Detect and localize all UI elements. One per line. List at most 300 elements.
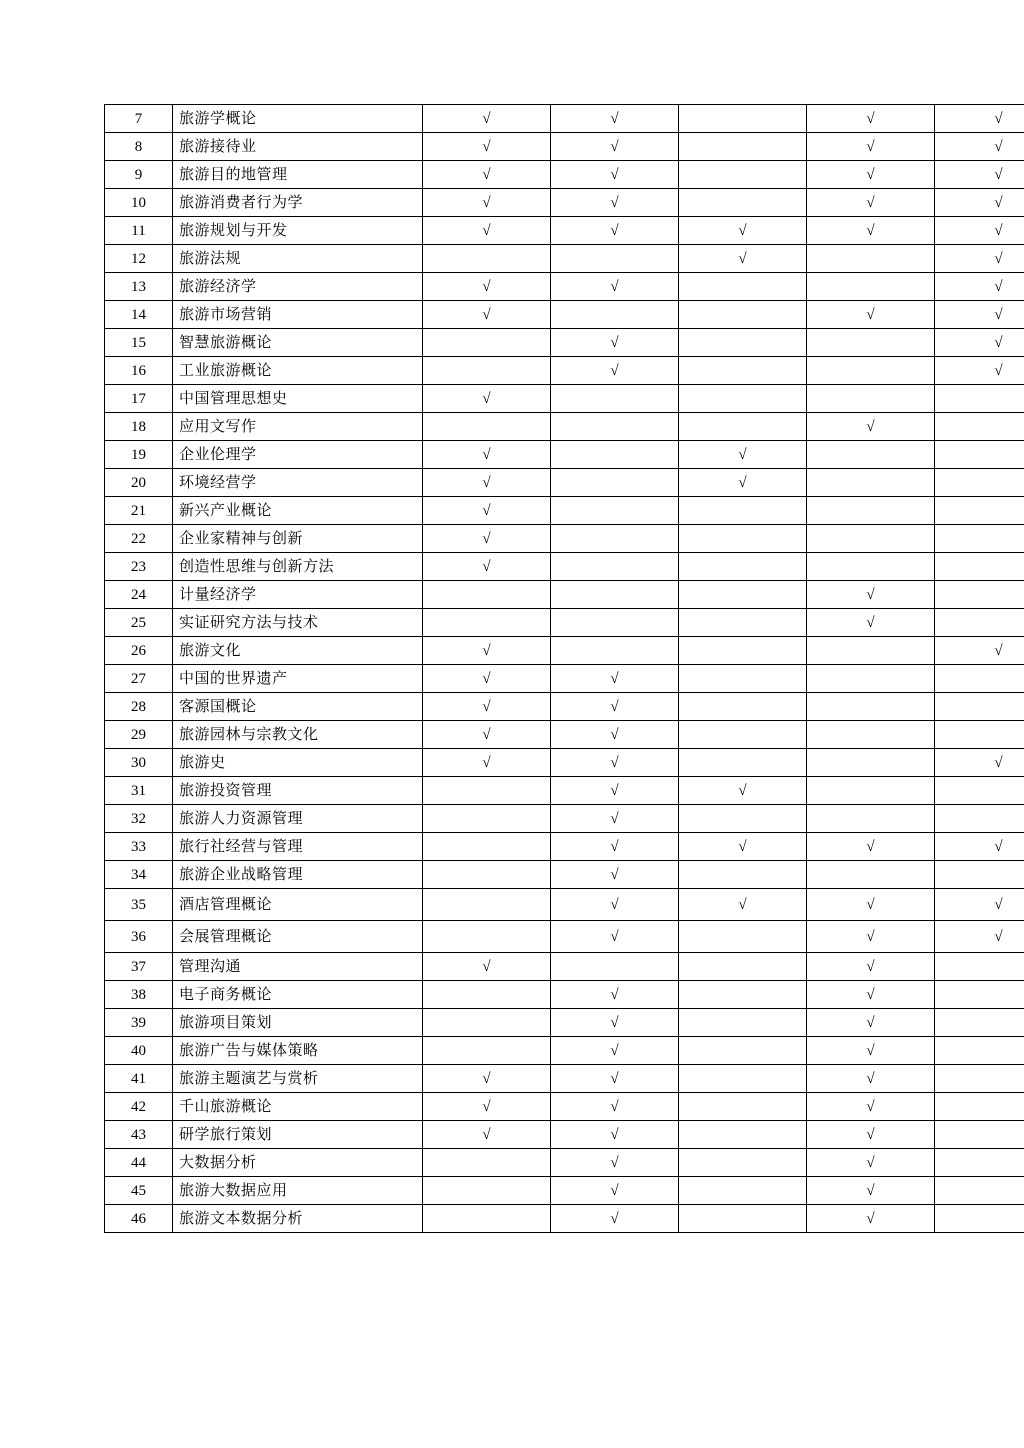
empty-cell (935, 609, 1024, 637)
check-mark-cell: √ (423, 665, 551, 693)
row-index: 38 (105, 981, 173, 1009)
empty-cell (935, 805, 1024, 833)
check-mark-cell: √ (935, 245, 1024, 273)
check-mark-cell: √ (807, 413, 935, 441)
empty-cell (551, 413, 679, 441)
row-index: 41 (105, 1065, 173, 1093)
empty-cell (935, 981, 1024, 1009)
empty-cell (551, 553, 679, 581)
check-mark-cell: √ (551, 665, 679, 693)
check-mark-cell: √ (551, 981, 679, 1009)
empty-cell (807, 357, 935, 385)
check-mark-cell: √ (551, 1121, 679, 1149)
empty-cell (423, 777, 551, 805)
table-row (105, 273, 1024, 301)
empty-cell (679, 665, 807, 693)
row-index: 20 (105, 469, 173, 497)
row-index: 26 (105, 637, 173, 665)
check-mark-cell: √ (551, 693, 679, 721)
row-index: 21 (105, 497, 173, 525)
check-mark-cell: √ (679, 245, 807, 273)
empty-cell (679, 981, 807, 1009)
table-row (105, 1149, 1024, 1177)
empty-cell (807, 693, 935, 721)
empty-cell (551, 441, 679, 469)
check-mark-cell: √ (807, 189, 935, 217)
table-row (105, 805, 1024, 833)
table-row (105, 665, 1024, 693)
row-index: 7 (105, 105, 173, 133)
check-mark-cell: √ (935, 889, 1024, 921)
empty-cell (423, 245, 551, 273)
empty-cell (679, 721, 807, 749)
row-index: 17 (105, 385, 173, 413)
empty-cell (551, 609, 679, 637)
check-mark-cell: √ (423, 161, 551, 189)
row-index: 25 (105, 609, 173, 637)
table-row (105, 217, 1024, 245)
check-mark-cell: √ (935, 105, 1024, 133)
empty-cell (807, 273, 935, 301)
check-mark-cell: √ (551, 1093, 679, 1121)
empty-cell (679, 1065, 807, 1093)
empty-cell (807, 469, 935, 497)
empty-cell (423, 413, 551, 441)
check-mark-cell: √ (807, 581, 935, 609)
check-mark-cell: √ (551, 1065, 679, 1093)
empty-cell (935, 1037, 1024, 1065)
course-name: 企业伦理学 (173, 441, 423, 469)
row-index: 23 (105, 553, 173, 581)
row-index: 32 (105, 805, 173, 833)
empty-cell (935, 525, 1024, 553)
check-mark-cell: √ (807, 1205, 935, 1233)
empty-cell (935, 693, 1024, 721)
check-mark-cell: √ (807, 889, 935, 921)
empty-cell (551, 385, 679, 413)
check-mark-cell: √ (551, 721, 679, 749)
empty-cell (935, 553, 1024, 581)
check-mark-cell: √ (423, 1093, 551, 1121)
check-mark-cell: √ (551, 189, 679, 217)
empty-cell (807, 525, 935, 553)
empty-cell (423, 1149, 551, 1177)
empty-cell (679, 357, 807, 385)
course-name: 旅游文本数据分析 (173, 1205, 423, 1233)
table-row (105, 1121, 1024, 1149)
course-name: 研学旅行策划 (173, 1121, 423, 1149)
check-mark-cell: √ (551, 133, 679, 161)
course-name: 旅游规划与开发 (173, 217, 423, 245)
empty-cell (551, 525, 679, 553)
row-index: 22 (105, 525, 173, 553)
empty-cell (551, 637, 679, 665)
check-mark-cell: √ (807, 953, 935, 981)
empty-cell (679, 413, 807, 441)
empty-cell (679, 189, 807, 217)
check-mark-cell: √ (423, 301, 551, 329)
empty-cell (935, 469, 1024, 497)
check-mark-cell: √ (935, 637, 1024, 665)
table-row (105, 469, 1024, 497)
course-name: 环境经营学 (173, 469, 423, 497)
empty-cell (423, 1177, 551, 1205)
check-mark-cell: √ (423, 105, 551, 133)
empty-cell (423, 329, 551, 357)
table-row (105, 329, 1024, 357)
table-row (105, 385, 1024, 413)
row-index: 14 (105, 301, 173, 329)
empty-cell (423, 1037, 551, 1065)
empty-cell (935, 777, 1024, 805)
empty-cell (423, 805, 551, 833)
row-index: 15 (105, 329, 173, 357)
table-row (105, 497, 1024, 525)
row-index: 27 (105, 665, 173, 693)
course-name: 计量经济学 (173, 581, 423, 609)
course-name: 千山旅游概论 (173, 1093, 423, 1121)
empty-cell (935, 1149, 1024, 1177)
check-mark-cell: √ (679, 441, 807, 469)
table-row (105, 1205, 1024, 1233)
empty-cell (423, 1009, 551, 1037)
row-index: 10 (105, 189, 173, 217)
check-mark-cell: √ (551, 1009, 679, 1037)
check-mark-cell: √ (423, 469, 551, 497)
table-row (105, 833, 1024, 861)
table-row (105, 609, 1024, 637)
check-mark-cell: √ (935, 357, 1024, 385)
course-name: 企业家精神与创新 (173, 525, 423, 553)
check-mark-cell: √ (807, 105, 935, 133)
empty-cell (935, 413, 1024, 441)
course-name: 旅游园林与宗教文化 (173, 721, 423, 749)
course-name: 中国的世界遗产 (173, 665, 423, 693)
check-mark-cell: √ (423, 217, 551, 245)
check-mark-cell: √ (935, 189, 1024, 217)
course-name: 旅游大数据应用 (173, 1177, 423, 1205)
table-row (105, 889, 1024, 921)
empty-cell (935, 665, 1024, 693)
empty-cell (679, 553, 807, 581)
empty-cell (679, 1121, 807, 1149)
check-mark-cell: √ (551, 161, 679, 189)
empty-cell (807, 749, 935, 777)
check-mark-cell: √ (807, 1121, 935, 1149)
check-mark-cell: √ (807, 833, 935, 861)
empty-cell (935, 721, 1024, 749)
check-mark-cell: √ (807, 1177, 935, 1205)
check-mark-cell: √ (423, 721, 551, 749)
check-mark-cell: √ (679, 469, 807, 497)
check-mark-cell: √ (551, 921, 679, 953)
empty-cell (935, 497, 1024, 525)
check-mark-cell: √ (935, 921, 1024, 953)
empty-cell (551, 497, 679, 525)
course-name: 实证研究方法与技术 (173, 609, 423, 637)
table-row (105, 525, 1024, 553)
table-body (105, 105, 1024, 1233)
empty-cell (807, 665, 935, 693)
check-mark-cell: √ (551, 749, 679, 777)
check-mark-cell: √ (423, 553, 551, 581)
empty-cell (679, 301, 807, 329)
empty-cell (551, 245, 679, 273)
empty-cell (807, 777, 935, 805)
check-mark-cell: √ (423, 1065, 551, 1093)
row-index: 9 (105, 161, 173, 189)
table-row (105, 133, 1024, 161)
check-mark-cell: √ (423, 497, 551, 525)
check-mark-cell: √ (423, 273, 551, 301)
check-mark-cell: √ (423, 189, 551, 217)
empty-cell (935, 1093, 1024, 1121)
empty-cell (423, 921, 551, 953)
empty-cell (551, 581, 679, 609)
row-index: 35 (105, 889, 173, 921)
course-name: 旅游投资管理 (173, 777, 423, 805)
table-row (105, 1037, 1024, 1065)
table-row (105, 1065, 1024, 1093)
empty-cell (935, 1177, 1024, 1205)
check-mark-cell: √ (551, 1149, 679, 1177)
check-mark-cell: √ (551, 833, 679, 861)
empty-cell (679, 749, 807, 777)
row-index: 18 (105, 413, 173, 441)
course-name: 管理沟通 (173, 953, 423, 981)
empty-cell (679, 637, 807, 665)
check-mark-cell: √ (935, 273, 1024, 301)
check-mark-cell: √ (807, 1093, 935, 1121)
row-index: 12 (105, 245, 173, 273)
row-index: 45 (105, 1177, 173, 1205)
check-mark-cell: √ (551, 805, 679, 833)
empty-cell (679, 385, 807, 413)
empty-cell (423, 1205, 551, 1233)
empty-cell (423, 833, 551, 861)
check-mark-cell: √ (551, 105, 679, 133)
empty-cell (679, 1205, 807, 1233)
check-mark-cell: √ (551, 1205, 679, 1233)
check-mark-cell: √ (423, 525, 551, 553)
check-mark-cell: √ (807, 217, 935, 245)
check-mark-cell: √ (423, 953, 551, 981)
empty-cell (807, 245, 935, 273)
empty-cell (807, 441, 935, 469)
empty-cell (679, 1177, 807, 1205)
empty-cell (679, 609, 807, 637)
empty-cell (679, 1149, 807, 1177)
empty-cell (679, 329, 807, 357)
course-name: 旅游企业战略管理 (173, 861, 423, 889)
table-row (105, 721, 1024, 749)
course-name: 会展管理概论 (173, 921, 423, 953)
row-index: 24 (105, 581, 173, 609)
empty-cell (551, 469, 679, 497)
check-mark-cell: √ (423, 693, 551, 721)
table-row (105, 189, 1024, 217)
empty-cell (935, 441, 1024, 469)
course-name: 旅游主题演艺与赏析 (173, 1065, 423, 1093)
check-mark-cell: √ (551, 861, 679, 889)
check-mark-cell: √ (551, 1177, 679, 1205)
empty-cell (679, 105, 807, 133)
table-row (105, 1177, 1024, 1205)
course-name: 电子商务概论 (173, 981, 423, 1009)
check-mark-cell: √ (679, 889, 807, 921)
row-index: 34 (105, 861, 173, 889)
check-mark-cell: √ (935, 161, 1024, 189)
check-mark-cell: √ (551, 777, 679, 805)
course-name: 旅游项目策划 (173, 1009, 423, 1037)
empty-cell (423, 357, 551, 385)
empty-cell (679, 921, 807, 953)
table-row (105, 693, 1024, 721)
table-row (105, 441, 1024, 469)
course-name: 旅游文化 (173, 637, 423, 665)
table-row (105, 953, 1024, 981)
table-row (105, 413, 1024, 441)
row-index: 31 (105, 777, 173, 805)
check-mark-cell: √ (807, 1009, 935, 1037)
course-name: 旅游目的地管理 (173, 161, 423, 189)
course-name: 旅游学概论 (173, 105, 423, 133)
empty-cell (679, 805, 807, 833)
check-mark-cell: √ (935, 217, 1024, 245)
table-row (105, 1009, 1024, 1037)
empty-cell (679, 161, 807, 189)
empty-cell (423, 609, 551, 637)
course-name: 旅游接待业 (173, 133, 423, 161)
empty-cell (551, 953, 679, 981)
empty-cell (679, 497, 807, 525)
course-name: 旅游消费者行为学 (173, 189, 423, 217)
check-mark-cell: √ (423, 133, 551, 161)
check-mark-cell: √ (679, 833, 807, 861)
check-mark-cell: √ (807, 133, 935, 161)
row-index: 39 (105, 1009, 173, 1037)
course-name: 旅游人力资源管理 (173, 805, 423, 833)
empty-cell (935, 861, 1024, 889)
course-name: 大数据分析 (173, 1149, 423, 1177)
check-mark-cell: √ (423, 749, 551, 777)
check-mark-cell: √ (807, 1037, 935, 1065)
empty-cell (807, 861, 935, 889)
row-index: 42 (105, 1093, 173, 1121)
table-row (105, 921, 1024, 953)
check-mark-cell: √ (551, 357, 679, 385)
empty-cell (679, 1009, 807, 1037)
table-row (105, 553, 1024, 581)
row-index: 40 (105, 1037, 173, 1065)
check-mark-cell: √ (423, 1121, 551, 1149)
course-name: 中国管理思想史 (173, 385, 423, 413)
table-row (105, 301, 1024, 329)
row-index: 13 (105, 273, 173, 301)
table-row (105, 861, 1024, 889)
row-index: 28 (105, 693, 173, 721)
empty-cell (935, 385, 1024, 413)
row-index: 11 (105, 217, 173, 245)
empty-cell (807, 805, 935, 833)
row-index: 44 (105, 1149, 173, 1177)
check-mark-cell: √ (935, 329, 1024, 357)
check-mark-cell: √ (807, 161, 935, 189)
check-mark-cell: √ (935, 133, 1024, 161)
row-index: 30 (105, 749, 173, 777)
empty-cell (807, 497, 935, 525)
check-mark-cell: √ (807, 1065, 935, 1093)
empty-cell (679, 693, 807, 721)
check-mark-cell: √ (807, 301, 935, 329)
table-row (105, 581, 1024, 609)
check-mark-cell: √ (935, 833, 1024, 861)
empty-cell (807, 637, 935, 665)
row-index: 8 (105, 133, 173, 161)
empty-cell (679, 133, 807, 161)
check-mark-cell: √ (423, 441, 551, 469)
check-mark-cell: √ (423, 637, 551, 665)
empty-cell (679, 1037, 807, 1065)
empty-cell (679, 953, 807, 981)
check-mark-cell: √ (551, 217, 679, 245)
empty-cell (935, 1205, 1024, 1233)
course-name: 旅游广告与媒体策略 (173, 1037, 423, 1065)
row-index: 16 (105, 357, 173, 385)
check-mark-cell: √ (935, 301, 1024, 329)
table-row (105, 981, 1024, 1009)
check-mark-cell: √ (807, 921, 935, 953)
empty-cell (807, 385, 935, 413)
empty-cell (935, 953, 1024, 981)
table-row (105, 161, 1024, 189)
course-name: 客源国概论 (173, 693, 423, 721)
course-name: 旅游史 (173, 749, 423, 777)
course-name: 新兴产业概论 (173, 497, 423, 525)
empty-cell (551, 301, 679, 329)
empty-cell (935, 1065, 1024, 1093)
row-index: 29 (105, 721, 173, 749)
empty-cell (679, 861, 807, 889)
check-mark-cell: √ (423, 385, 551, 413)
table-row (105, 357, 1024, 385)
check-mark-cell: √ (679, 217, 807, 245)
row-index: 43 (105, 1121, 173, 1149)
empty-cell (423, 861, 551, 889)
table-row (105, 1093, 1024, 1121)
empty-cell (807, 721, 935, 749)
check-mark-cell: √ (807, 981, 935, 1009)
row-index: 36 (105, 921, 173, 953)
table-row (105, 105, 1024, 133)
check-mark-cell: √ (807, 1149, 935, 1177)
table-row (105, 637, 1024, 665)
empty-cell (935, 1009, 1024, 1037)
course-name: 旅游市场营销 (173, 301, 423, 329)
empty-cell (807, 329, 935, 357)
table-row (105, 245, 1024, 273)
empty-cell (807, 553, 935, 581)
check-mark-cell: √ (935, 749, 1024, 777)
course-name: 智慧旅游概论 (173, 329, 423, 357)
row-index: 37 (105, 953, 173, 981)
empty-cell (679, 1093, 807, 1121)
check-mark-cell: √ (551, 1037, 679, 1065)
course-name: 创造性思维与创新方法 (173, 553, 423, 581)
course-name: 应用文写作 (173, 413, 423, 441)
course-name: 酒店管理概论 (173, 889, 423, 921)
table-row (105, 777, 1024, 805)
